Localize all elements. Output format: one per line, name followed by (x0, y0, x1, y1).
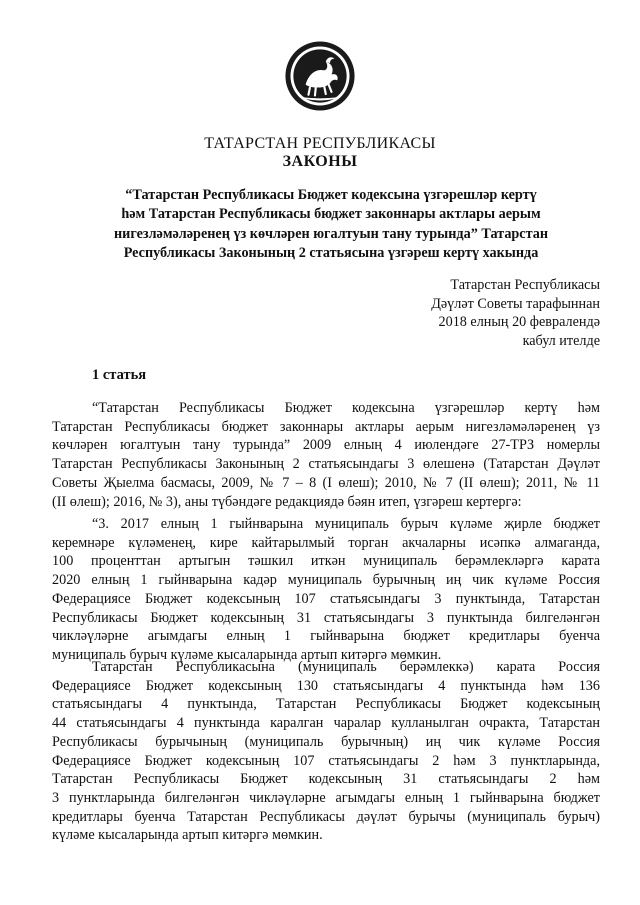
text-line: Федерациясе Бюджет кодексының 107 статьясындагы 2 һәм 3 пунктларында, (52, 752, 600, 769)
text-line: 44 статьясындагы 4 пунктында каралган чаралар кулланылган очракта, Татарстан (52, 715, 600, 732)
subject-line: нигезләмәләренең үз көчләрен югалтуын тану турында” Татарстан (113, 225, 549, 242)
text-line: Федерациясе Бюджет кодексының 130 статьясындагы 4 пунктында һәм 136 (52, 677, 600, 694)
text-line: 100 проценттан артыгын тәшкил иткән муниципаль берәмлекләргә карата (52, 553, 600, 570)
law-title: ЗАКОНЫ (282, 153, 358, 170)
adoption-date: 2018 елның 20 февралендә (438, 314, 600, 331)
paragraph-3 (52, 658, 600, 845)
text-line: Республикасы бурычының (муниципаль бурычның) иң чик күләме Россия (52, 733, 600, 750)
paragraph-1 (52, 399, 600, 511)
text-line: Татарстан Республикасы Законының 2 статьясындагы 3 өлешенә (Татарстан Дәүләт (52, 456, 600, 473)
article-heading: 1 статья (92, 367, 147, 383)
subject-line: Республикасы Законының 2 статьясына үзгәреш кертү хакында (123, 245, 539, 262)
text-line: муниципаль бурыч күләме кысаларында артып китәргә мөмкин. (52, 646, 442, 663)
tatarstan-coat-of-arms-icon (284, 40, 356, 112)
adoption-line: Татарстан Республикасы (450, 277, 600, 293)
text-line: Республикасы Бюджет кодексының 31 статьясындагы 3 пунктында билгеләнгән (52, 609, 600, 626)
text-line: кредитлары буенча Татарстан Республикасы дәүләт бурычы (муниципаль бурыч) (52, 808, 600, 825)
text-line: Федерациясе Бюджет кодексының 107 статьясындагы 3 пунктында, Татарстан (52, 590, 600, 607)
text-line: 2020 елның 1 гыйнварына кадәр муниципаль бурычның иң чик күләме Россия (52, 572, 600, 589)
text-line: Татарстан Республикасына (муниципаль берәмлеккә) карата Россия (92, 659, 600, 675)
text-line: Татарстан Республикасы Бюджет кодексының 31 статьясындагы 2 һәм (52, 771, 600, 788)
text-line: көчләрен югалтуын тану турында” 2009 елның 4 июлендәге 27-ТРЗ номерлы (52, 437, 600, 454)
adoption-line: кабул ителде (522, 332, 600, 349)
text-line: Татарстан Республикасы бюджет законнары актлары аерым нигезләмәләренең үз (52, 418, 600, 435)
text-line: статьясындагы 4 пунктында, Татарстан Республикасы Бюджет кодексының (52, 696, 600, 713)
subject-line: “Татарстан Республикасы Бюджет кодексына үзгәрешләр кертү (125, 187, 537, 203)
republic-title: ТАТАРСТАН РЕСПУБЛИКАСЫ (204, 135, 436, 152)
law-subject-title (100, 186, 562, 264)
text-line: (II өлеш); 2016, № 3), аны түбәндәге редакциядә бәян итеп, үзгәреш кертергә: (52, 493, 522, 510)
adoption-block (431, 276, 600, 350)
paragraph-2 (52, 515, 600, 665)
text-line: керемнәре күләменең, кире кайтарылмый торган акчаларны исәпкә алмаганда, (52, 534, 600, 551)
text-line: “Татарстан Республикасы Бюджет кодексына үзгәрешләр кертү һәм (92, 400, 600, 416)
adoption-line: Дәүләт Советы тарафыннан (431, 295, 600, 312)
text-line: 3 пунктларында билгеләнгән чикләүләрне агымдагы елның 1 гыйнварына бюджет (52, 789, 600, 806)
text-line: чикләүләрне агымдагы елның 1 гыйнварына бюджет кредитлары буенча (52, 628, 600, 645)
text-line: күләме кысаларында артып китәргә мөмкин. (52, 827, 323, 844)
text-line: Советы Җыелма басмасы, 2009, № 7 – 8 (I өлеш); 2010, № 7 (II өлеш); 2011, № 11 (52, 474, 600, 491)
subject-line: һәм Татарстан Республикасы бюджет законнары актлары аерым (121, 206, 541, 223)
text-line: “3. 2017 елның 1 гыйнварына муниципаль бурыч күләме җирле бюджет (92, 516, 600, 532)
